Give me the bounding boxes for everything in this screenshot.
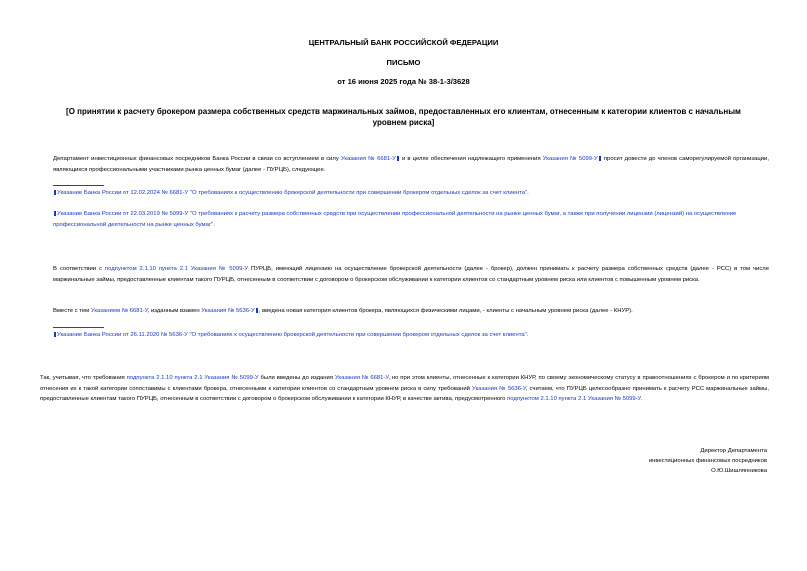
footnote-1 [53, 188, 769, 199]
footnote-divider [53, 327, 104, 328]
footnote-marker-icon [54, 211, 56, 216]
link-subpoint-2-1-10-b[interactable]: подпункта 2.1.10 пункта 2.1 Указания № 5099-У [126, 375, 259, 381]
p1-text-b: и в целях обеспечения надлежащего применения [399, 156, 543, 162]
link-ukaz-5099[interactable]: Указания № 5099-У [542, 156, 598, 162]
footnote-3-link[interactable]: Указание Банка России от 26.11.2020 № 5636-У "О требованиях к осуществлению брокерской деятельности при совершении брокером отдельных сделок за счет клиента". [57, 332, 529, 338]
signature-department: инвестиционных финансовых посредников [648, 458, 767, 464]
link-subpoint-2-1-10[interactable]: подпунктом 2.1.10 пункта 2.1 Указания № 5099-У [104, 266, 249, 272]
signature-name: О.Ю.Шишлянникова [711, 468, 767, 474]
footnote-2 [53, 209, 769, 230]
signature-block [649, 446, 767, 476]
footnote-marker-icon[interactable] [397, 156, 399, 161]
p2-text-a: В соответствии с [53, 266, 105, 272]
doc-date-number: от 16 июня 2025 года № 38-1-3/3628 [337, 77, 470, 86]
footnote-1-link[interactable]: Указание Банка России от 12.02.2024 № 6681-У "О требованиях к осуществлению брокерской деятельности при совершении брокером отдельных сделок за счет клиента". [57, 190, 529, 196]
footnote-3 [53, 330, 769, 341]
footnote-divider [53, 185, 104, 186]
link-ukaz-5636[interactable]: Указания № 5636-У [201, 308, 255, 314]
footnote-marker-icon [54, 332, 56, 337]
link-subpoint-2-1-10-c[interactable]: подпунктом 2.1.10 пункта 2.1 Указания № 5099-У [507, 396, 641, 402]
link-ukaz-6681-c[interactable]: Указания № 6681-У [334, 375, 389, 381]
org-name: ЦЕНТРАЛЬНЫЙ БАНК РОССИЙСКОЙ ФЕДЕРАЦИИ [308, 38, 499, 47]
footnote-marker-icon[interactable] [256, 308, 258, 313]
p3-text-a: Вместе с тем [53, 308, 91, 314]
p1-text-c: просит довести до членов саморегулируемой организации, являющихся профессиональными участниками рынка ценных бумаг (далее - ПУРЦБ), следующее. [53, 156, 769, 173]
p3-text-b: , изданным взамен [147, 308, 202, 314]
p3-text-c: , введена новая категория клиентов брокера, являющихся физическими лицами, - клиенты с начальным уровнем риска (далее - КНУР). [258, 308, 633, 314]
link-ukaz-6681[interactable]: Указания № 6681-У [340, 156, 396, 162]
link-ukaz-5636-b[interactable]: Указания № 5636-У [471, 385, 526, 392]
doc-type: ПИСЬМО [386, 58, 421, 67]
paragraph-3 [53, 306, 769, 317]
p2-text-b: ПУРЦБ, имеющий лицензию на осуществление брокерской деятельности (далее - брокер), должен принимать к расчету размера собственных средств (далее - РСС) в том числе маржинальные займы, предоставленные клиентам такого ПУРЦБ, отнесенным в соответствии с договором о брокерском обслуживании к категории клиентов со стандартным уровнем риска или клиентов с повышенным уровнем риска. [53, 266, 770, 283]
footnote-marker-icon[interactable] [599, 156, 601, 161]
doc-title: [О принятии к расчету брокером размера собственных средств маржинальных займов, предоставленных его клиентам, отнесенным к категории клиентов с начальным уровнем риска] [66, 107, 741, 127]
p4-text-c: , но при этом клиенты, отнесенные к категории КНУР, по своему экономическому статусу в правоотношениях с брокером и по критериям отнесения их к такой категории сопоставимы с клиентами брокера, отнесенными к категории клиентов со стандартным уровнем риска в силу требований [40, 375, 769, 392]
paragraph-1 [53, 154, 769, 175]
footnote-2-link[interactable]: Указание Банка России от 22.03.2019 № 5099-У "О требованиях к расчету размера собственных средств при осуществлении профессиональной деятельности на рынке ценных бумаг, а также при получении лицензии (лицензий) на осуществление профессиональной деятельности на рынке ценных бумаг". [53, 211, 737, 228]
link-ukaz-6681-b[interactable]: Указанием № 6681-У [90, 308, 148, 314]
signature-position: Директор Департамента [700, 448, 767, 454]
paragraph-4 [40, 373, 769, 405]
p4-text-b: были введены до издания [258, 375, 335, 381]
p1-text-a: Департамент инвестиционных финансовых посредников Банка России в связи со вступлением в силу [53, 156, 341, 162]
p4-text-a: Так, учитывая, что требования [40, 375, 127, 381]
footnote-marker-icon [54, 190, 56, 195]
paragraph-2 [53, 264, 769, 285]
p4-text-e: . [640, 396, 643, 402]
p4-text-d: , считаем, что ПУРЦБ целесообразно принимать к расчету РСС маржинальные займы, предоставленные клиентам такого ПУРЦБ, отнесенным в соответствии с договором о брокерском обслуживании к категории КНУР, в качестве актива, предусмотренного [40, 385, 769, 402]
